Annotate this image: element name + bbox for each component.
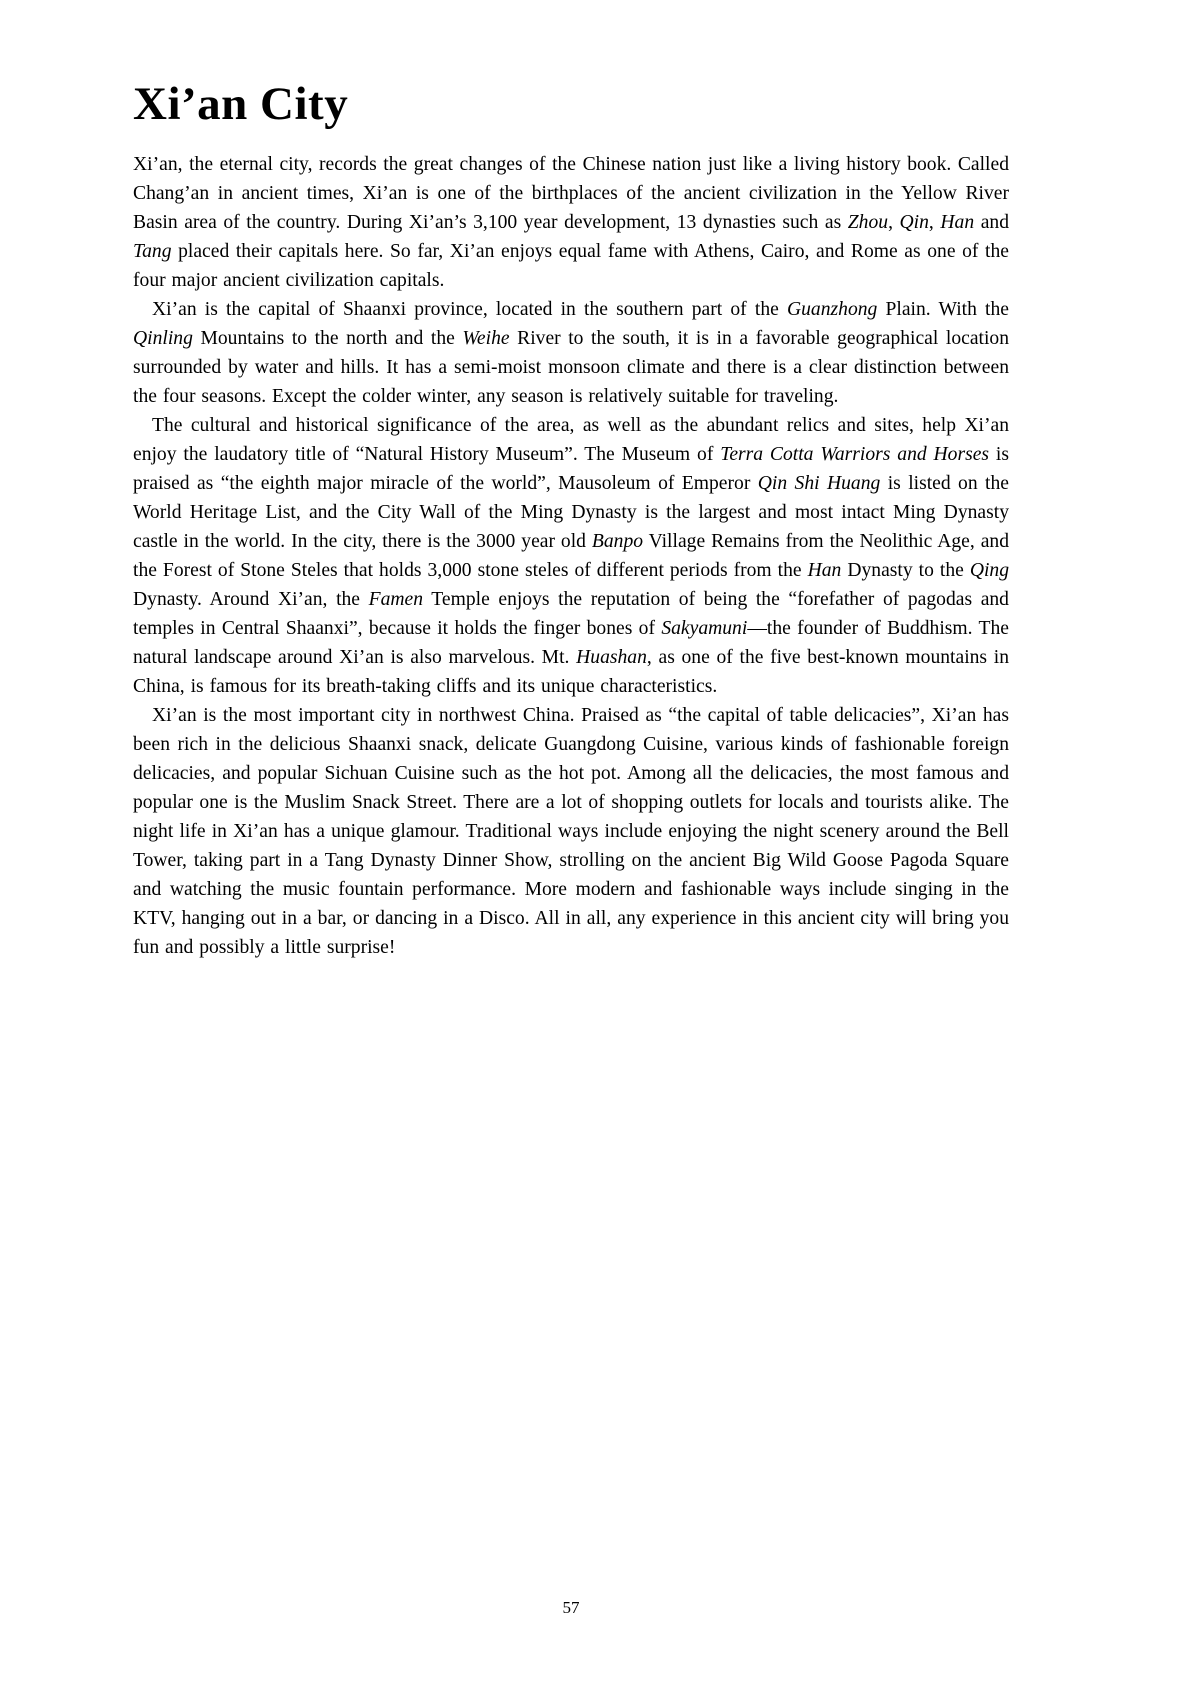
italic-text-run: Zhou bbox=[847, 212, 889, 234]
italic-text-run: Qin bbox=[899, 212, 929, 234]
text-run: and bbox=[974, 212, 1009, 234]
page-number: 57 bbox=[562, 1598, 580, 1617]
text-run: —the founder of Buddhism. The natural landscape around Xi’an is also marvelous. Mt. bbox=[133, 618, 1009, 669]
text-run: River to the south, it is in a favorable geographical location surrounded by water and hills. It has a semi-moist monsoon climate and there is a clear distinction between the four seasons. Except the colder winter, any season is relatively suitable for traveling. bbox=[133, 328, 1009, 408]
italic-text-run: Qing bbox=[969, 560, 1010, 582]
text-run: The cultural and historical significance of the area, as well as the abundant relics and sites, help Xi’an enjoy the laudatory title of “Natural History Museum”. The Museum of bbox=[133, 415, 1009, 466]
text-run: , bbox=[928, 212, 941, 234]
italic-text-run: Sakyamuni bbox=[661, 618, 748, 640]
italic-text-run: Tang bbox=[133, 241, 172, 263]
text-run: Plain. With the bbox=[877, 299, 1009, 321]
italic-text-run: Famen bbox=[368, 589, 424, 611]
text-run: , bbox=[888, 212, 900, 234]
text-run: Xi’an is the capital of Shaanxi province, located in the southern part of the bbox=[152, 299, 787, 321]
text-run: Dynasty. Around Xi’an, the bbox=[133, 589, 369, 611]
italic-text-run: Han bbox=[940, 212, 975, 234]
italic-text-run: Han bbox=[807, 560, 842, 582]
text-run: Temple enjoys the reputation of being the “forefather of pagodas and temples in Central Shaanxi”, because it holds the finger bones of bbox=[133, 589, 1009, 640]
italic-text-run: Terra Cotta Warriors and Horses bbox=[720, 444, 990, 466]
text-run: Mountains to the north and the bbox=[192, 328, 463, 350]
italic-text-run: Guanzhong bbox=[786, 299, 878, 321]
italic-text-run: Banpo bbox=[591, 531, 644, 553]
paragraph bbox=[133, 701, 1009, 962]
text-run: , as one of the five best-known mountains in China, is famous for its breath-taking cliffs and its unique characteristics. bbox=[133, 647, 1009, 698]
paragraph bbox=[133, 411, 1009, 701]
text-column bbox=[133, 0, 1009, 962]
italic-text-run: Huashan bbox=[576, 647, 647, 669]
text-run: Xi’an is the most important city in northwest China. Praised as “the capital of table delicacies”, Xi’an has been rich in the delicious Shaanxi snack, delicate Guangdong Cuisine, various kinds of fashionable foreign delicacies, and popular Sichuan Cuisine such as the hot pot. Among all the delicacies, the most famous and popular one is the Muslim Snack Street. There are a lot of shopping outlets for locals and tourists alike. The night life in Xi’an has a unique glamour. Traditional ways include enjoying the night scenery around the Bell Tower, taking part in a Tang Dynasty Dinner Show, strolling on the ancient Big Wild Goose Pagoda Square and watching the music fountain performance. More modern and fashionable ways include singing in the KTV, hanging out in a bar, or dancing in a Disco. All in all, any experience in this ancient city will bring you fun and possibly a little surprise! bbox=[133, 705, 1009, 959]
text-run: placed their capitals here. So far, Xi’an enjoys equal fame with Athens, Cairo, and Rome as one of the four major ancient civilization capitals. bbox=[133, 241, 1009, 292]
text-run: is listed on the World Heritage List, and the City Wall of the Ming Dynasty is the largest and most intact Ming Dynasty castle in the world. In the city, there is the 3000 year old bbox=[133, 473, 1009, 553]
italic-text-run: Qin Shi Huang bbox=[757, 473, 881, 495]
page-title: Xi’an City bbox=[133, 78, 349, 130]
italic-text-run: Qinling bbox=[133, 328, 193, 350]
paragraph bbox=[133, 295, 1009, 411]
text-run: Xi’an, the eternal city, records the great changes of the Chinese nation just like a living history book. Called Chang’an in ancient times, Xi’an is one of the birthplaces of the ancient civilization in the Yellow River Basin area of the country. During Xi’an’s 3,100 year development, 13 dynasties such as bbox=[133, 154, 1009, 234]
italic-text-run: Weihe bbox=[462, 328, 510, 350]
paragraph bbox=[133, 150, 1009, 295]
text-run: Village Remains from the Neolithic Age, and the Forest of Stone Steles that holds 3,000 stone steles of different periods from the bbox=[133, 531, 1009, 582]
body-paragraphs bbox=[133, 150, 1009, 962]
text-run: is praised as “the eighth major miracle of the world”, Mausoleum of Emperor bbox=[133, 444, 1009, 495]
text-run: Dynasty to the bbox=[841, 560, 970, 582]
